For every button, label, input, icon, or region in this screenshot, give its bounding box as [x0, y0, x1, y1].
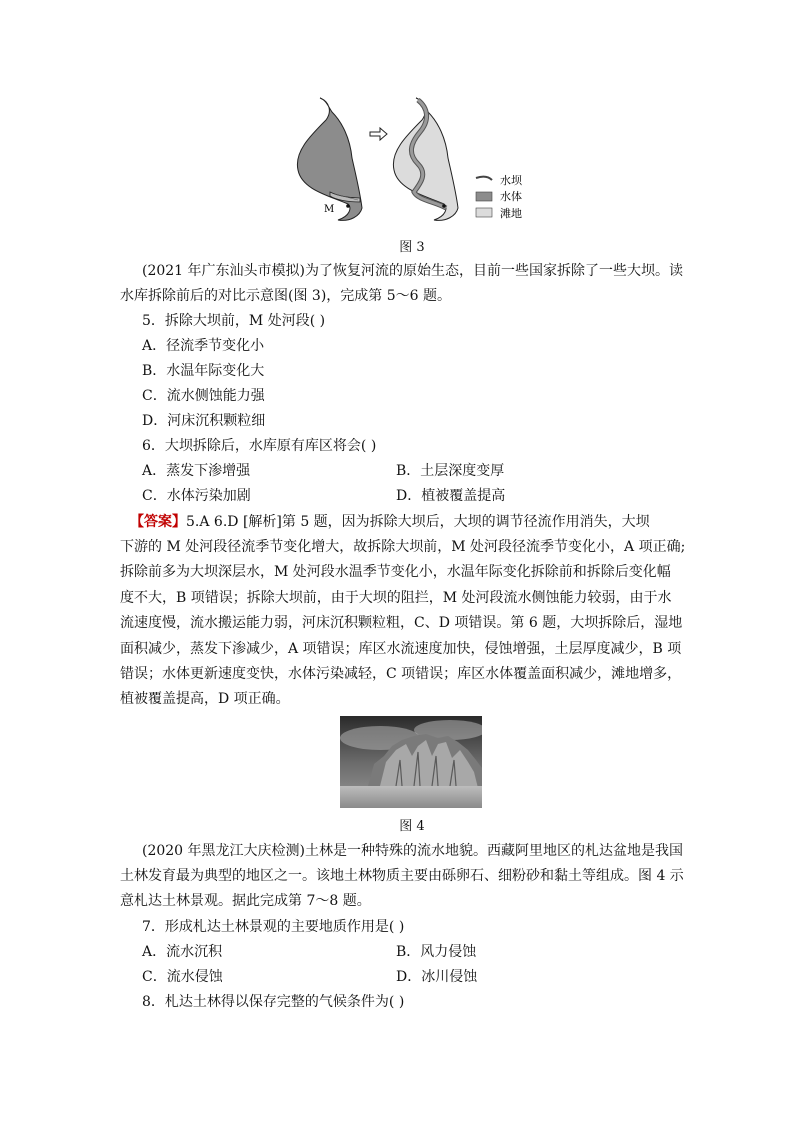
- answer-line-1: [130, 512, 650, 532]
- answer-line-4: 度不大，B 项错误；拆除大坝前，由于大坝的阻拦，M 处河段流水侧蚀能力较弱，由于水: [120, 590, 672, 606]
- q7-option-a: A．流水沉积: [142, 944, 223, 960]
- q7-option-d: D．冰川侵蚀: [396, 969, 478, 985]
- svg-text:水坝: 水坝: [500, 174, 522, 187]
- answer-line-3: 拆除前多为大坝深层水，M 处河段水温季节变化小，水温年际变化拆除前和拆除后变化幅: [120, 564, 671, 580]
- figure-4-caption: 图 4: [399, 819, 425, 834]
- figure-3-caption: 图 3: [399, 240, 425, 255]
- answer-line-8: 植被覆盖提高，D 项正确。: [120, 691, 290, 707]
- q5-option-d: D．河床沉积颗粒细: [142, 413, 266, 429]
- svg-text:水体: 水体: [500, 190, 522, 203]
- q7-stem: 7．形成札达土林景观的主要地质作用是( ): [142, 919, 405, 935]
- q6-option-b: B．土层深度变厚: [396, 463, 505, 479]
- answer-line-6: 面积减少，蒸发下渗减少，A 项错误；库区水流速度加快，侵蚀增强，土层厚度减少，B 项: [120, 641, 682, 657]
- figure-3-diagram: [290, 92, 540, 232]
- q5-option-b: B．水温年际变化大: [142, 363, 265, 379]
- q5-option-a: A．径流季节变化小: [142, 338, 265, 354]
- q6-option-d: D．植被覆盖提高: [396, 488, 506, 504]
- q6-option-c: C．水体污染加剧: [142, 488, 251, 504]
- figure-3-legend: [476, 173, 523, 220]
- figure-4-photo: [340, 716, 482, 808]
- answer-text-1: 5.A 6.D [解析]第 5 题，因为拆除大坝后，大坝的调节径流作用消失，大坝: [186, 514, 650, 530]
- answer-line-5: 流速度慢，流水搬运能力弱，河床沉积颗粒粗，C、D 项错误。第 6 题，大坝拆除后，湿地: [120, 615, 683, 631]
- point-M: [346, 204, 350, 208]
- q5-stem: 5．拆除大坝前，M 处河段( ): [142, 313, 326, 329]
- intro-1-line-2: 水库拆除前后的对比示意图(图 3)，完成第 5～6 题。: [120, 288, 451, 304]
- q6-option-a: A．蒸发下渗增强: [142, 463, 251, 479]
- svg-text:滩地: 滩地: [500, 207, 522, 220]
- q7-option-b: B．风力侵蚀: [396, 944, 477, 960]
- q6-stem: 6．大坝拆除后，水库原有库区将会( ): [142, 438, 377, 454]
- transition-arrow: [370, 128, 387, 140]
- intro-2-line-3: 意札达土林景观。据此完成第 7～8 题。: [120, 893, 371, 909]
- svg-text:M: M: [324, 204, 335, 215]
- answer-tag: 【答案】: [130, 514, 186, 530]
- q5-option-c: C．流水侧蚀能力强: [142, 388, 265, 404]
- answer-line-2: 下游的 M 处河段径流季节变化增大，故拆除大坝前，M 处河段径流季节变化小，A 项正确;: [120, 539, 686, 555]
- q7-option-c: C．流水侵蚀: [142, 969, 223, 985]
- q8-stem: 8．札达土林得以保存完整的气候条件为( ): [142, 994, 405, 1010]
- intro-2-line-1: (2020 年黑龙江大庆检测)土林是一种特殊的流水地貌。西藏阿里地区的札达盆地是我国: [142, 843, 684, 859]
- intro-1-line-1: (2021 年广东汕头市模拟)为了恢复河流的原始生态，目前一些国家拆除了一些大坝。读: [142, 263, 684, 279]
- answer-line-7: 错误；水体更新速度变快，水体污染减轻，C 项错误；库区水体覆盖面积减少，滩地增多，: [120, 666, 682, 682]
- intro-2-line-2: 土林发育最为典型的地区之一。该地土林物质主要由砾卵石、细粉砂和黏土等组成。图 4 示: [120, 868, 684, 884]
